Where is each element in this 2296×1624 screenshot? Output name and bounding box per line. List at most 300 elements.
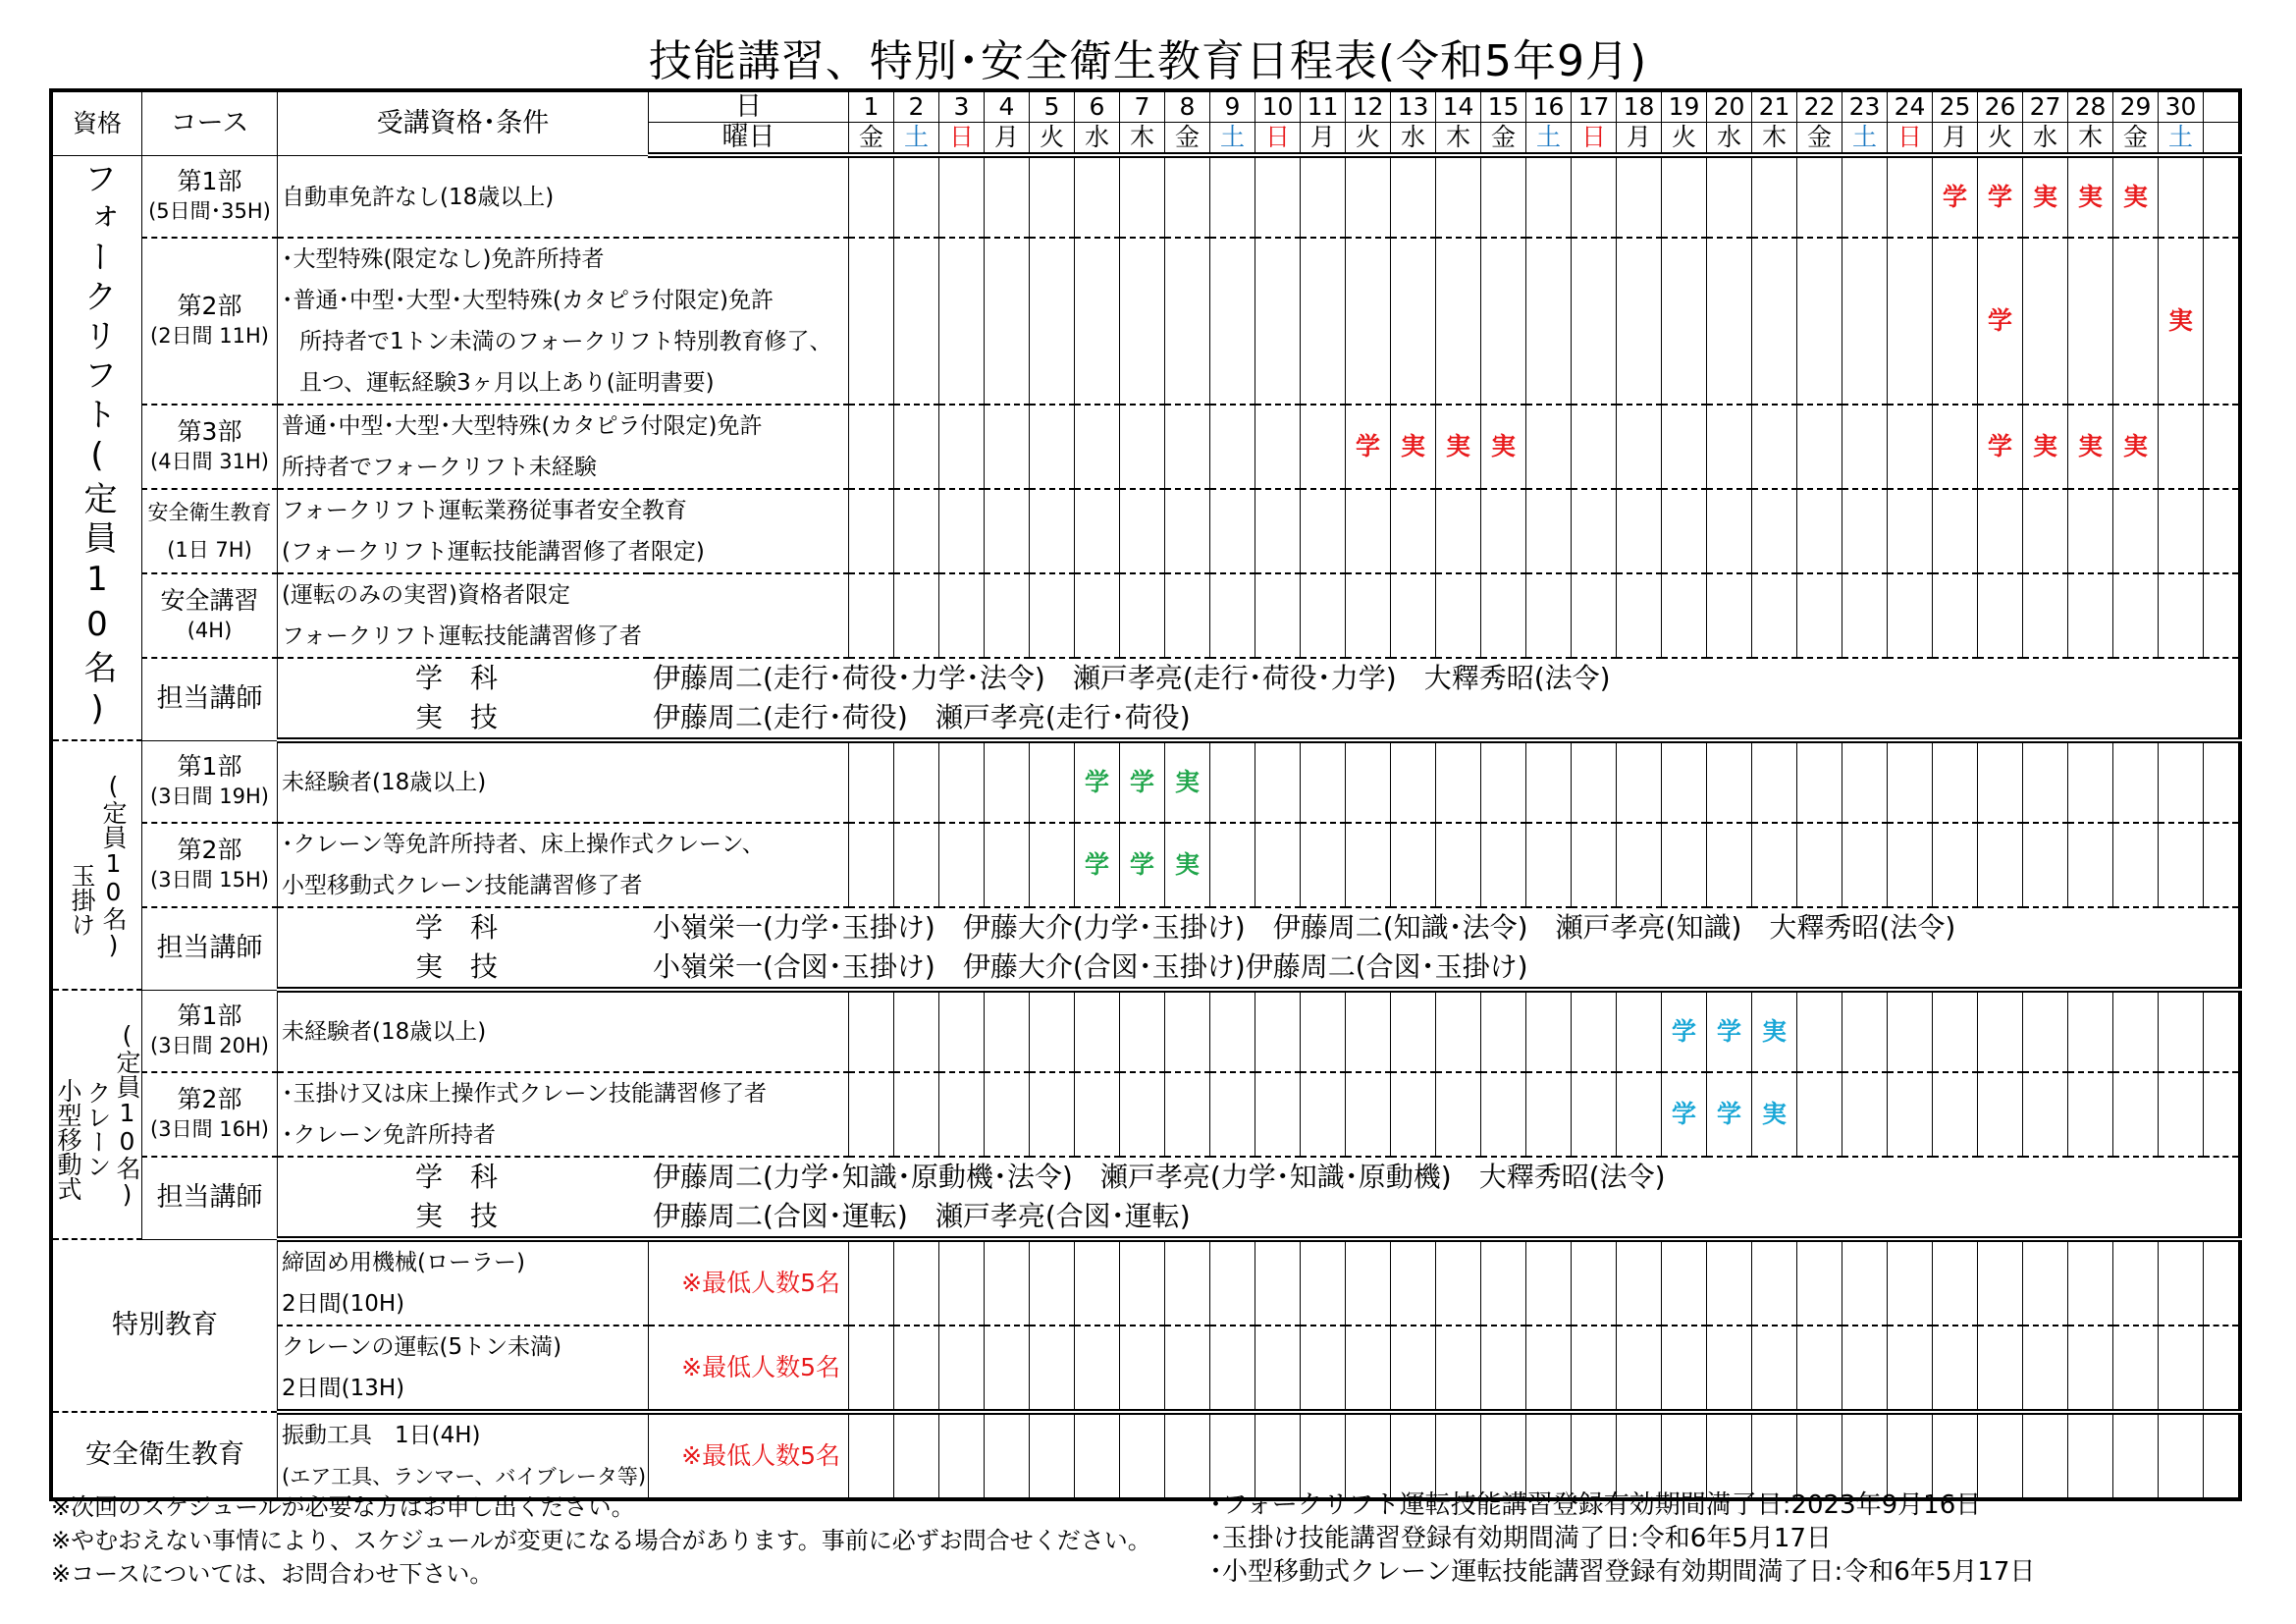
day-cell <box>1888 238 1933 405</box>
course-name <box>142 155 278 238</box>
day-cell <box>939 740 985 823</box>
day-cell <box>1797 1412 1842 1499</box>
footer-note: ※次回のスケジュールが必要な方はお申し出ください。 <box>51 1493 635 1521</box>
day-number: 24 <box>1888 90 1933 123</box>
day-cell <box>1752 1412 1797 1499</box>
day-cell <box>1888 573 1933 658</box>
course-title: 第2部 <box>177 292 242 320</box>
schedule-mark: 学 <box>1346 405 1391 489</box>
day-cell <box>2113 740 2159 823</box>
weekday: 月 <box>1617 123 1662 156</box>
day-cell <box>1707 823 1752 907</box>
day-cell <box>2159 1326 2204 1412</box>
instructor-lecture-row <box>278 1157 2240 1197</box>
day-cell <box>1978 1412 2023 1499</box>
day-cell <box>1346 990 1391 1072</box>
day-cell <box>894 990 939 1072</box>
condition-line: 未経験者(18歳以上) <box>282 770 487 795</box>
day-number: 16 <box>1526 90 1572 123</box>
schedule-mark: 学 <box>1120 740 1165 823</box>
day-number: 11 <box>1301 90 1346 123</box>
course-duration: (3日間 19H) <box>150 784 269 808</box>
day-cell <box>1346 1072 1391 1157</box>
day-cell <box>1933 238 1978 405</box>
course-title: 第1部 <box>177 1001 242 1030</box>
course-name <box>142 1072 278 1157</box>
day-cell <box>1842 1326 1888 1412</box>
condition-line: 未経験者(18歳以上) <box>282 1019 487 1045</box>
course-title: 第2部 <box>177 836 242 864</box>
day-number: 29 <box>2113 90 2159 123</box>
day-cell <box>1481 740 1526 823</box>
expiry-note: ･小型移動式クレーン運転技能講習登録有効期間満了日:令和6年5月17日 <box>1209 1557 2036 1587</box>
day-cell <box>1165 1412 1210 1499</box>
day-cell <box>1526 489 1572 573</box>
day-cell <box>1526 155 1572 238</box>
weekday: 月 <box>1933 123 1978 156</box>
schedule-mark: 学 <box>1978 155 2023 238</box>
day-cell <box>1391 1239 1436 1326</box>
schedule-mark: 実 <box>1391 405 1436 489</box>
day-cell <box>1617 573 1662 658</box>
day-cell <box>1617 1412 1662 1499</box>
day-cell <box>1120 1239 1165 1326</box>
weekday: 土 <box>1210 123 1255 156</box>
day-cell <box>1165 1239 1210 1326</box>
schedule-mark: 学 <box>1978 238 2023 405</box>
day-cell <box>1572 740 1617 823</box>
day-cell <box>1301 573 1346 658</box>
practice-instructors: 伊藤周二(走行･荷役) 瀬戸孝亮(走行･荷役) <box>653 701 1191 733</box>
schedule-mark: 学 <box>1075 823 1120 907</box>
day-cell <box>1933 823 1978 907</box>
weekday: 水 <box>1391 123 1436 156</box>
day-cell <box>1752 1239 1797 1326</box>
day-cell <box>1075 238 1120 405</box>
day-cell <box>1888 990 1933 1072</box>
day-cell <box>1120 155 1165 238</box>
day-cell <box>985 740 1030 823</box>
day-cell <box>1797 823 1842 907</box>
day-cell <box>2023 1412 2068 1499</box>
day-cell <box>1255 155 1301 238</box>
day-cell <box>1752 405 1797 489</box>
day-cell <box>1572 1412 1617 1499</box>
day-cell <box>1888 823 1933 907</box>
group-tamakake-name: 玉掛け <box>68 862 96 937</box>
instructor-label: 担当講師 <box>142 658 278 740</box>
condition-line: フォークリフト運転業務従事者安全教育 <box>282 498 687 523</box>
day-cell <box>1933 1072 1978 1157</box>
day-number: 26 <box>1978 90 2023 123</box>
day-cell <box>1617 1072 1662 1157</box>
day-cell <box>1526 1239 1572 1326</box>
day-cell <box>1301 990 1346 1072</box>
day-cell <box>2068 1326 2113 1412</box>
day-number: 4 <box>985 90 1030 123</box>
day-cell <box>1797 740 1842 823</box>
day-cell <box>1978 823 2023 907</box>
condition-line: 且つ、運転経験3ヶ月以上あり(証明書要) <box>299 370 715 396</box>
group-tamakake-label <box>53 772 141 959</box>
day-number: 1 <box>849 90 894 123</box>
day-cell <box>2113 1239 2159 1326</box>
day-cell <box>1255 740 1301 823</box>
day-cell <box>2023 1326 2068 1412</box>
day-cell <box>1572 405 1617 489</box>
day-cell <box>2113 1072 2159 1157</box>
weekday: 日 <box>1572 123 1617 156</box>
day-cell <box>1662 155 1707 238</box>
day-cell <box>1165 489 1210 573</box>
day-cell <box>1888 1239 1933 1326</box>
day-cell <box>1075 405 1120 489</box>
condition-line: フォークリフト運転技能講習修了者 <box>282 623 642 649</box>
day-cell <box>1978 489 2023 573</box>
day-number: 19 <box>1662 90 1707 123</box>
day-cell <box>2159 1412 2204 1499</box>
expiry-note: ･玉掛け技能講習登録有効期間満了日:令和6年5月17日 <box>1209 1524 1832 1553</box>
lecture-instructors: 伊藤周二(走行･荷役･力学･法令) 瀬戸孝亮(走行･荷役･力学) 大釋秀昭(法令) <box>653 662 1611 694</box>
day-cell <box>1617 823 1662 907</box>
day-cell <box>2068 489 2113 573</box>
day-cell <box>1481 1412 1526 1499</box>
day-cell <box>1481 990 1526 1072</box>
weekday: 木 <box>1120 123 1165 156</box>
day-cell <box>1526 405 1572 489</box>
safety-course <box>278 1412 649 1499</box>
day-cell <box>1030 573 1075 658</box>
day-cell <box>1933 740 1978 823</box>
day-cell <box>1391 573 1436 658</box>
day-cell <box>1662 823 1707 907</box>
day-cell <box>1210 1072 1255 1157</box>
course-title: 第1部 <box>177 166 242 195</box>
day-cell <box>1210 155 1255 238</box>
day-cell <box>1933 405 1978 489</box>
day-cell <box>1572 155 1617 238</box>
day-cell <box>1301 823 1346 907</box>
page-title: 技能講習、特別･安全衛生教育日程表(令和5年9月) <box>648 36 1648 86</box>
day-cell <box>1888 489 1933 573</box>
day-cell <box>1707 405 1752 489</box>
day-cell <box>1030 155 1075 238</box>
day-cell <box>894 1326 939 1412</box>
day-cell <box>1165 573 1210 658</box>
day-cell <box>1933 489 1978 573</box>
day-cell-extra <box>2204 489 2240 573</box>
safety-course-detail: (エア工具、ランマー、バイブレータ等) <box>282 1465 647 1489</box>
course-duration: (1日 7H) <box>167 538 252 562</box>
day-cell <box>2159 405 2204 489</box>
day-number: 28 <box>2068 90 2113 123</box>
day-cell <box>1120 1326 1165 1412</box>
day-cell <box>1617 155 1662 238</box>
day-cell <box>1752 1326 1797 1412</box>
practice-instructors: 小嶺栄一(合図･玉掛け) 伊藤大介(合図･玉掛け)伊藤周二(合図･玉掛け) <box>653 950 1528 983</box>
day-number: 23 <box>1842 90 1888 123</box>
day-number: 12 <box>1346 90 1391 123</box>
day-cell <box>939 489 985 573</box>
day-cell <box>1842 1239 1888 1326</box>
weekday: 日 <box>939 123 985 156</box>
day-cell <box>1617 1239 1662 1326</box>
day-cell <box>939 405 985 489</box>
course-duration: (3日間 20H) <box>150 1033 269 1057</box>
day-cell <box>1120 990 1165 1072</box>
day-cell <box>2159 573 2204 658</box>
footer-note: ※やむおえない事情により、スケジュールが変更になる場合があります。事前に必ずお問合せください。 <box>51 1527 1151 1554</box>
day-cell <box>2023 1239 2068 1326</box>
lecture-label: 学 科 <box>415 1161 499 1193</box>
day-cell <box>1797 489 1842 573</box>
day-cell <box>1797 990 1842 1072</box>
day-cell <box>1346 1326 1391 1412</box>
course-name <box>142 990 278 1072</box>
condition-line: ･クレーン免許所持者 <box>282 1122 497 1148</box>
day-cell <box>1030 1326 1075 1412</box>
day-cell <box>1617 238 1662 405</box>
day-cell <box>1030 740 1075 823</box>
day-cell <box>1301 740 1346 823</box>
group-forklift <box>51 155 142 740</box>
day-cell <box>1255 1412 1301 1499</box>
day-cell <box>1933 1326 1978 1412</box>
day-cell <box>1933 990 1978 1072</box>
header-day-label: 日 <box>649 90 849 123</box>
day-cell <box>849 573 894 658</box>
day-cell <box>1797 1326 1842 1412</box>
day-cell <box>1210 1412 1255 1499</box>
day-cell <box>894 155 939 238</box>
day-cell <box>1662 740 1707 823</box>
course-title: 第3部 <box>177 417 242 446</box>
schedule-mark: 実 <box>2159 238 2204 405</box>
weekday: 土 <box>1842 123 1888 156</box>
day-cell-extra <box>2204 1326 2240 1412</box>
day-cell <box>1165 1072 1210 1157</box>
weekday: 木 <box>1752 123 1797 156</box>
day-cell <box>2113 1326 2159 1412</box>
day-cell <box>1346 489 1391 573</box>
course-name <box>142 823 278 907</box>
day-cell <box>2023 573 2068 658</box>
day-cell <box>985 990 1030 1072</box>
day-cell <box>894 740 939 823</box>
course-duration: (5日間･35H) <box>148 198 271 223</box>
day-cell <box>1165 405 1210 489</box>
day-cell-extra <box>2204 823 2240 907</box>
day-cell <box>1210 405 1255 489</box>
weekday: 金 <box>1165 123 1210 156</box>
schedule-mark: 実 <box>1481 405 1526 489</box>
day-cell <box>1075 1326 1120 1412</box>
day-cell <box>1075 573 1120 658</box>
day-cell <box>1797 1072 1842 1157</box>
condition-line: 普通･中型･大型･大型特殊(カタピラ付限定)免許 <box>282 413 763 439</box>
minimum-note: ※最低人数5名 <box>649 1239 849 1326</box>
schedule-mark: 学 <box>1978 405 2023 489</box>
day-cell <box>1707 573 1752 658</box>
day-cell <box>1301 489 1346 573</box>
instructor-lecture-row <box>278 907 2240 947</box>
day-cell <box>1120 1072 1165 1157</box>
day-cell-extra <box>2204 1072 2240 1157</box>
course-title: 安全衛生教育 <box>147 501 272 524</box>
day-cell-extra <box>2204 238 2240 405</box>
day-cell-extra <box>2204 1239 2240 1326</box>
day-cell <box>1888 1326 1933 1412</box>
course-conditions <box>278 823 849 907</box>
course-duration: (3日間 16H) <box>150 1117 269 1141</box>
day-cell <box>985 1239 1030 1326</box>
day-cell <box>1301 155 1346 238</box>
day-cell <box>939 1412 985 1499</box>
practice-label: 実 技 <box>415 950 499 983</box>
day-cell <box>985 1072 1030 1157</box>
day-cell <box>1120 238 1165 405</box>
schedule-table <box>49 88 2242 1501</box>
group-crane <box>51 990 142 1239</box>
day-cell <box>1707 1239 1752 1326</box>
day-number: 15 <box>1481 90 1526 123</box>
day-cell <box>985 573 1030 658</box>
special-course-name: 締固め用機械(ローラー) <box>282 1250 525 1275</box>
day-cell <box>849 1326 894 1412</box>
day-cell <box>1526 1326 1572 1412</box>
day-cell <box>1346 238 1391 405</box>
day-cell <box>849 1412 894 1499</box>
day-cell <box>1030 489 1075 573</box>
day-cell <box>1752 823 1797 907</box>
day-cell <box>2068 573 2113 658</box>
day-cell <box>939 1072 985 1157</box>
day-cell <box>1526 740 1572 823</box>
group-crane-name-a: 小型移動式 <box>54 1077 82 1201</box>
day-cell <box>1617 405 1662 489</box>
day-cell <box>1030 238 1075 405</box>
day-cell <box>2023 990 2068 1072</box>
day-cell <box>1210 990 1255 1072</box>
day-cell <box>985 405 1030 489</box>
instructor-practice-row <box>278 698 2240 740</box>
day-cell <box>1526 1072 1572 1157</box>
day-cell <box>849 823 894 907</box>
day-cell <box>894 238 939 405</box>
day-number: 22 <box>1797 90 1842 123</box>
day-cell <box>1662 238 1707 405</box>
footer-note: ※コースについては、お問合わせ下さい。 <box>51 1560 494 1588</box>
schedule-mark: 実 <box>2113 405 2159 489</box>
day-cell <box>2113 238 2159 405</box>
day-number: 27 <box>2023 90 2068 123</box>
day-cell <box>1391 238 1436 405</box>
course-title: 安全講習 <box>160 586 259 615</box>
day-cell <box>1662 405 1707 489</box>
day-cell <box>1978 1072 2023 1157</box>
day-number: 13 <box>1391 90 1436 123</box>
day-cell <box>1707 1326 1752 1412</box>
day-cell <box>849 740 894 823</box>
condition-line: ･クレーン等免許所持者、床上操作式クレーン、 <box>282 832 765 857</box>
weekday: 水 <box>2023 123 2068 156</box>
day-cell <box>849 1072 894 1157</box>
day-cell <box>1617 990 1662 1072</box>
day-cell-extra <box>2204 573 2240 658</box>
day-cell <box>1707 489 1752 573</box>
group-crane-label <box>53 1021 141 1209</box>
day-cell <box>939 990 985 1072</box>
schedule-mark: 学 <box>1933 155 1978 238</box>
day-cell <box>1888 1412 1933 1499</box>
schedule-mark: 実 <box>1752 1072 1797 1157</box>
day-cell <box>1165 155 1210 238</box>
schedule-mark: 学 <box>1120 823 1165 907</box>
day-cell <box>1752 489 1797 573</box>
day-cell <box>985 823 1030 907</box>
day-cell <box>1617 740 1662 823</box>
day-cell <box>1978 573 2023 658</box>
course-conditions <box>278 990 849 1072</box>
day-cell <box>1391 823 1436 907</box>
day-cell <box>1255 238 1301 405</box>
day-cell <box>849 1239 894 1326</box>
day-cell <box>1030 1072 1075 1157</box>
instructor-label: 担当講師 <box>142 1157 278 1239</box>
day-cell <box>2068 990 2113 1072</box>
weekday: 土 <box>2159 123 2204 156</box>
minimum-note: ※最低人数5名 <box>649 1412 849 1499</box>
day-cell <box>2159 1239 2204 1326</box>
day-cell <box>1030 1412 1075 1499</box>
header-course: コース <box>142 90 278 155</box>
day-cell <box>985 489 1030 573</box>
day-cell <box>1255 1326 1301 1412</box>
day-cell <box>1842 1072 1888 1157</box>
weekday: 木 <box>1436 123 1481 156</box>
lecture-label: 学 科 <box>415 911 499 944</box>
day-cell <box>1842 489 1888 573</box>
day-cell <box>1210 573 1255 658</box>
condition-line: (運転のみの実習)資格者限定 <box>282 582 570 608</box>
day-cell <box>1752 573 1797 658</box>
weekday: 火 <box>1662 123 1707 156</box>
condition-line: 自動車免許なし(18歳以上) <box>282 185 555 210</box>
day-cell <box>849 990 894 1072</box>
day-cell <box>1572 1326 1617 1412</box>
day-cell <box>894 573 939 658</box>
day-number: 2 <box>894 90 939 123</box>
day-cell <box>2159 1072 2204 1157</box>
day-cell <box>1617 489 1662 573</box>
day-cell <box>939 573 985 658</box>
day-cell <box>1662 573 1707 658</box>
safety-course-name: 振動工具 1日(4H) <box>282 1423 481 1448</box>
day-cell <box>1526 823 1572 907</box>
day-cell <box>1391 1072 1436 1157</box>
day-cell <box>1120 489 1165 573</box>
group-tamakake <box>51 740 142 990</box>
course-duration: (3日間 15H) <box>150 868 269 892</box>
day-cell <box>1030 823 1075 907</box>
day-cell <box>1210 238 1255 405</box>
course-conditions <box>278 489 849 573</box>
day-cell <box>1346 823 1391 907</box>
practice-label: 実 技 <box>415 1200 499 1232</box>
day-cell <box>894 1072 939 1157</box>
day-cell <box>1978 990 2023 1072</box>
schedule-mark: 実 <box>1165 823 1210 907</box>
